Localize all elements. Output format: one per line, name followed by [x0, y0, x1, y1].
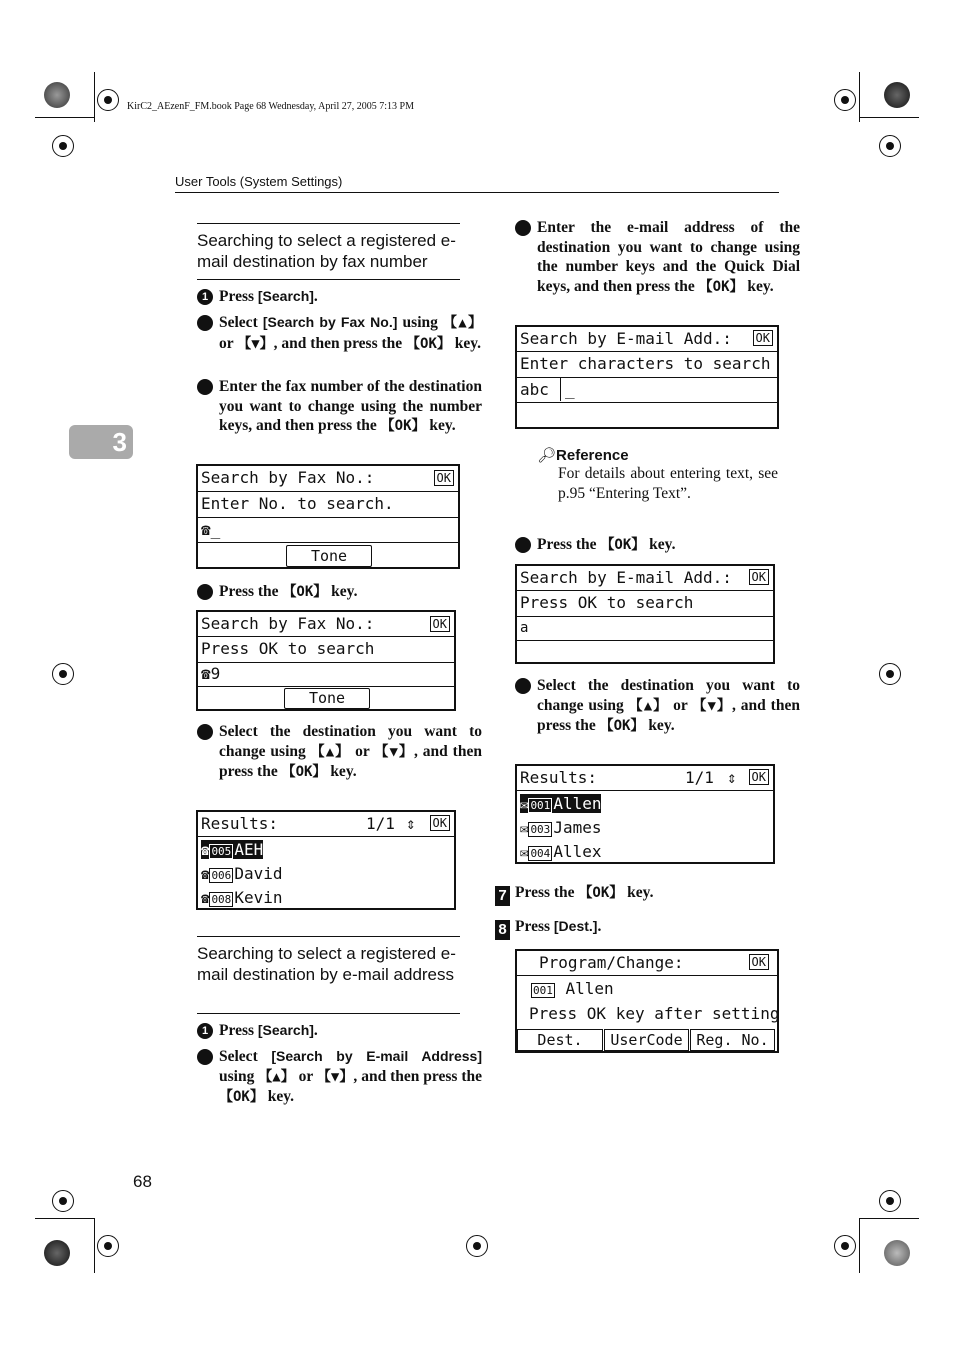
lcd-line: Enter No. to search.: [198, 492, 458, 518]
section-rule: [197, 279, 460, 280]
ok-key-icon: OK: [434, 470, 454, 486]
lcd-softkey-row: [198, 543, 458, 567]
lcd-fax-press-ok: [196, 610, 456, 711]
result-row[interactable]: ☎ 008 Kevin: [198, 886, 454, 911]
ok-key-icon: OK: [430, 815, 450, 831]
lcd-email-press-ok: [515, 564, 775, 664]
email-step-8: 8 Press [Dest.].: [495, 917, 778, 940]
lcd-line: Press OK key after setting: [529, 1004, 780, 1023]
result-row[interactable]: ✉ 003 James: [517, 816, 773, 841]
lcd-title-row: Search by E-mail Add.: OK: [517, 566, 773, 591]
up-down-arrows-icon: ⇕: [727, 768, 737, 787]
reference-block: 🔎︎Reference For details about entering text, see p.95 “Entering Text”.: [537, 447, 778, 502]
color-disc-icon: [44, 82, 70, 108]
registration-mark-icon: [834, 1235, 856, 1257]
email-step-2: 2 Select [Search by E-mail Address] using 【▲】 or 【▼】, and then press the 【OK】 key.: [190, 1048, 483, 1105]
crop-mark: [859, 117, 919, 118]
registration-mark-icon: [52, 1190, 74, 1212]
crop-mark: [94, 1218, 95, 1273]
registration-mark-icon: [52, 663, 74, 685]
crop-mark: [859, 1218, 860, 1273]
lcd-input-line[interactable]: abc _: [517, 378, 777, 403]
registration-mark-icon: [97, 89, 119, 111]
lcd-title-row: Results: 1/1 ⇕ OK: [517, 766, 773, 791]
lcd-line: Press OK to search: [517, 591, 773, 617]
chapter-tab: 3: [69, 425, 133, 459]
result-row[interactable]: ✉ 004 Allex: [517, 840, 773, 865]
lcd-line: Enter characters to search: [517, 352, 777, 378]
lcd-title-row: Results: 1/1 ⇕ OK: [198, 812, 454, 837]
usercode-softkey[interactable]: UserCode: [604, 1029, 689, 1051]
fax-step-5: 5 Select the destination you want to change using 【▲】 or 【▼】, and then press the 【OK】 key.: [190, 723, 482, 780]
section-rule: [197, 223, 460, 224]
lcd-input-line: ☎_: [198, 518, 458, 543]
lcd-fax-results: [196, 810, 456, 910]
fax-step-4: 4 Press the 【OK】 key.: [190, 583, 358, 600]
crop-mark: [859, 72, 860, 122]
result-row[interactable]: ☎ 005 AEH: [198, 838, 454, 863]
section-title-email: Searching to select a registered e-mail destination by e-mail address: [197, 944, 456, 984]
registration-mark-icon: [879, 135, 901, 157]
registration-mark-icon: [834, 89, 856, 111]
lcd-search-by-fax: [196, 464, 460, 569]
registration-mark-icon: [97, 1235, 119, 1257]
color-disc-icon: [44, 1240, 70, 1266]
lcd-program-change: [515, 949, 779, 1053]
lcd-title-row: Search by Fax No.: OK: [198, 466, 458, 492]
tone-softkey[interactable]: Tone: [284, 688, 370, 709]
email-step-3: 3 Enter the e-mail address of the destination you want to change using the number keys and the Quick Dial keys, and then press the 【OK】 key.: [508, 219, 800, 295]
email-step-4: 4 Press the 【OK】 key.: [508, 536, 676, 553]
email-icon: ✉: [520, 821, 529, 837]
ok-key-icon: OK: [430, 616, 450, 632]
reg-no-softkey[interactable]: Reg. No.: [690, 1029, 775, 1051]
email-step-5: 5 Select the destination you want to change using 【▲】 or 【▼】, and then press the 【OK】 key.: [508, 677, 800, 734]
lcd-empty-line: [517, 403, 777, 427]
lcd-empty-line: [517, 641, 773, 662]
registration-mark-icon: [466, 1235, 488, 1257]
up-down-arrows-icon: ⇕: [406, 814, 416, 833]
ok-key-icon: OK: [749, 569, 769, 585]
lcd-title-row: Search by Fax No.: OK: [198, 612, 454, 637]
lcd-search-by-email: [515, 325, 779, 429]
email-step-1: 1 Press [Search].: [197, 1021, 460, 1041]
email-step-7: 7 Press the 【OK】 key.: [495, 883, 778, 906]
fax-step-3: 3 Enter the fax number of the destination you want to change using the number keys, and then press the 【OK】 key.: [190, 378, 482, 434]
section-rule: [197, 1013, 460, 1014]
magnifier-icon: 🔎︎: [537, 447, 557, 464]
section-rule: [197, 936, 460, 937]
result-row[interactable]: ☎ 006 David: [198, 862, 454, 887]
fax-step-2: 2 Select [Search by Fax No.] using 【▲】 or 【▼】, and then press the 【OK】 key.: [190, 314, 482, 352]
lcd-email-results: [515, 764, 775, 864]
lcd-title-row: Search by E-mail Add.: OK: [517, 327, 777, 352]
result-row[interactable]: ✉ 001 Allen: [517, 792, 773, 817]
crop-mark: [859, 1218, 919, 1219]
fax-icon: ☎: [201, 843, 210, 859]
fax-step-1: 1 Press [Search].: [197, 287, 460, 307]
header-rule: [175, 192, 779, 193]
lcd-input-line: a: [517, 617, 773, 641]
tone-softkey[interactable]: Tone: [286, 545, 372, 567]
lcd-title-row: Program/Change: OK: [517, 951, 777, 976]
ok-key-icon: OK: [749, 954, 769, 970]
crop-mark: [35, 117, 95, 118]
fax-icon: ☎: [201, 891, 210, 907]
lcd-line: Press OK to search: [198, 637, 454, 663]
color-disc-icon: [884, 1240, 910, 1266]
fax-icon: ☎: [201, 867, 210, 883]
dest-softkey[interactable]: Dest.: [517, 1029, 603, 1051]
color-disc-icon: [884, 82, 910, 108]
running-head: User Tools (System Settings): [175, 174, 343, 189]
ok-key-icon: OK: [749, 769, 769, 785]
registration-mark-icon: [879, 1190, 901, 1212]
crop-mark: [35, 1218, 95, 1219]
page-number: 68: [133, 1172, 152, 1191]
crop-mark: [94, 72, 95, 122]
lcd-softkey-row: [517, 1027, 777, 1051]
book-meta: KirC2_AEzenF_FM.book Page 68 Wednesday, April 27, 2005 7:13 PM: [127, 101, 414, 112]
registration-mark-icon: [879, 663, 901, 685]
email-icon: ✉: [520, 797, 529, 813]
section-title-fax: Searching to select a registered e-mail destination by fax number: [197, 231, 456, 271]
lcd-softkey-row: [198, 687, 454, 709]
registration-mark-icon: [52, 135, 74, 157]
email-icon: ✉: [520, 845, 529, 861]
ok-key-icon: OK: [753, 330, 773, 346]
lcd-input-line: ☎9: [198, 663, 454, 687]
lcd-line: 001 Allen: [533, 979, 614, 998]
